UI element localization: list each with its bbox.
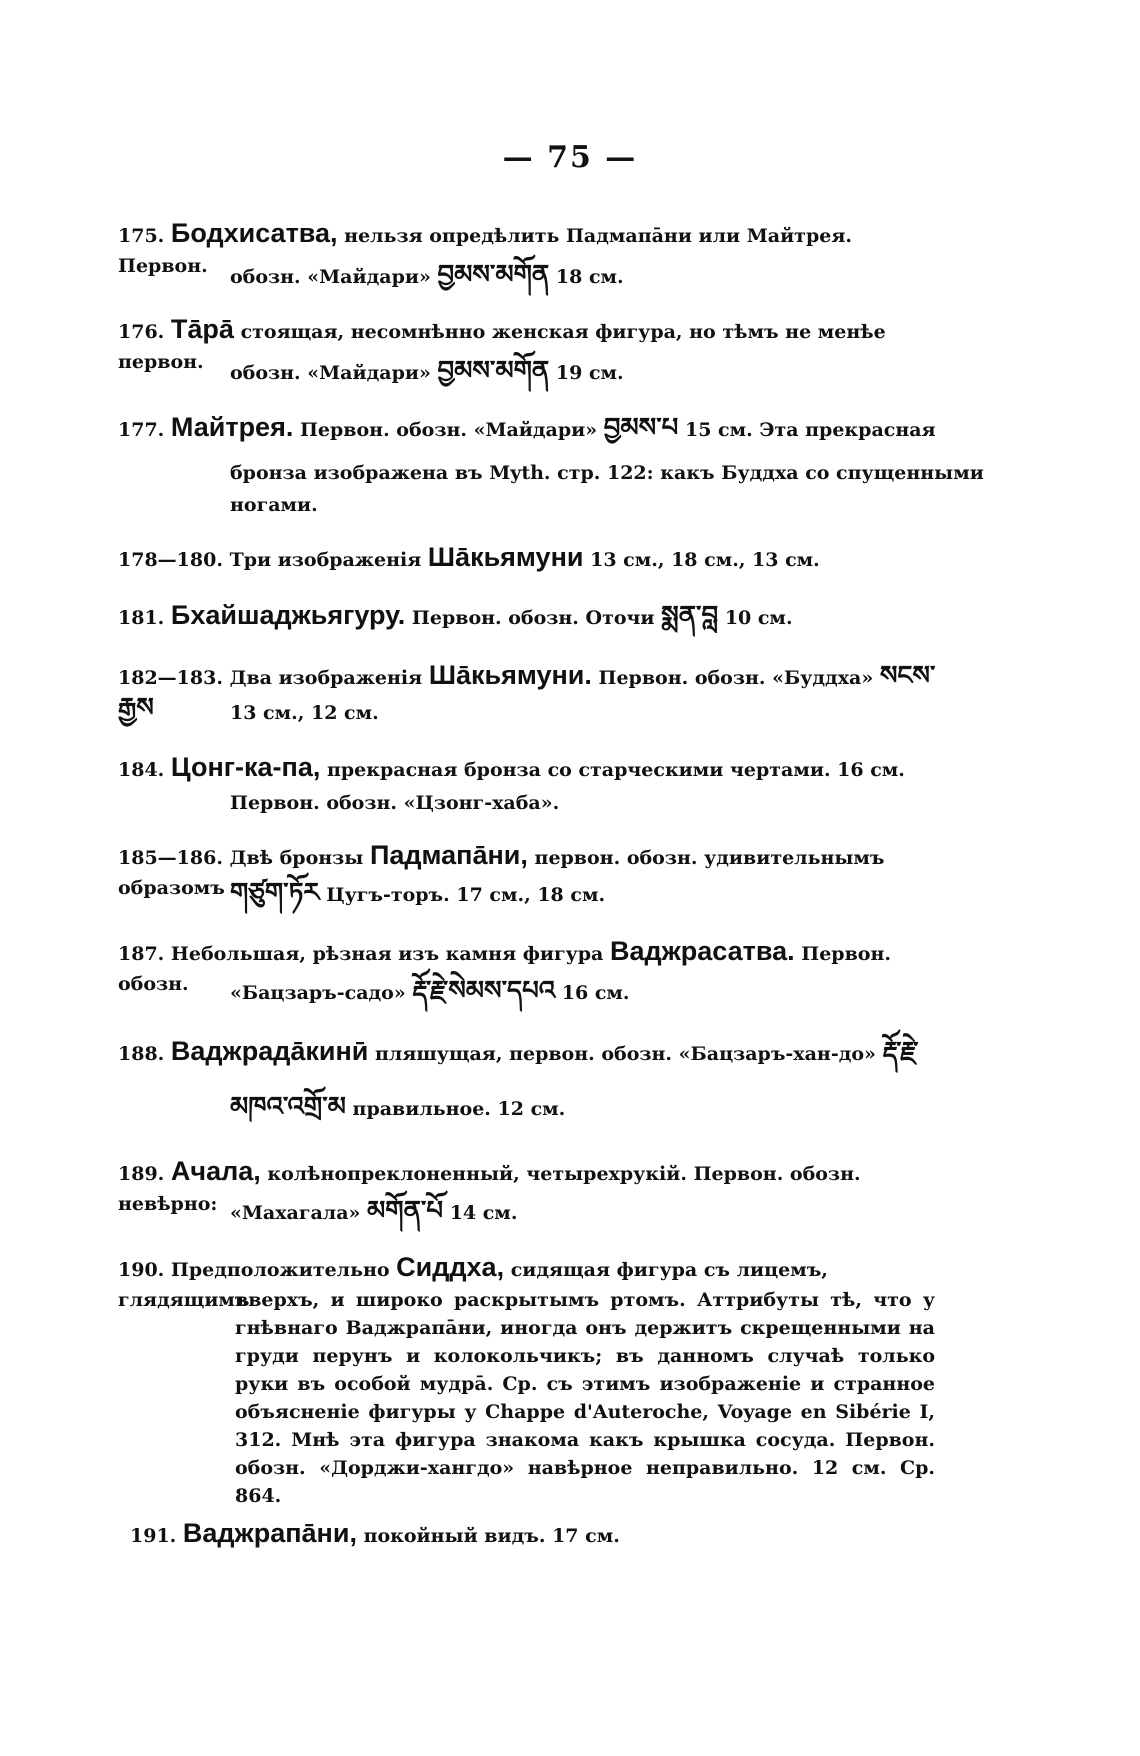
entry-size: 16 см. — [561, 982, 630, 1004]
entry-text: Первон. обозн. — [118, 943, 891, 995]
entry-191 — [130, 1518, 960, 1551]
entry-text: обозн. «Майдари» — [230, 362, 431, 384]
entry-text: правильное. 12 см. — [352, 1098, 566, 1120]
entry-number: 175. — [118, 225, 165, 247]
entry-number: 190. — [118, 1259, 165, 1281]
entry-text: нельзя опредѣлить Падмапāни или Майтрея. Первон. — [118, 225, 852, 277]
entry-title: Ваджрасатва. — [609, 936, 795, 966]
entry-188-line2 — [230, 1092, 565, 1124]
entry-title: Шāкьямуни — [427, 542, 584, 572]
entry-175-line2 — [230, 260, 624, 292]
entry-182-line2 — [230, 698, 379, 728]
entry-number: 188. — [118, 1043, 165, 1065]
entry-number: 177. — [118, 419, 165, 441]
entry-size: 19 см. — [555, 362, 624, 384]
entry-title: Бхайшаджьягуру. — [170, 600, 406, 630]
entry-text: 15 см. Эта прекрасная — [684, 419, 936, 441]
entry-text: Двѣ бронзы — [229, 847, 364, 869]
entry-text: стоящая, несомнѣнно женская фигура, но тѣмъ не менѣе первон. — [118, 321, 886, 373]
entry-title: Цонг-ка-па, — [170, 752, 321, 782]
entry-text: «Бацзаръ-садо» — [230, 982, 406, 1004]
entry-text: «Махагала» — [230, 1202, 361, 1224]
entry-text: сидящая фигура съ лицемъ, глядящимъ — [118, 1259, 828, 1311]
entry-title: Майтрея. — [170, 412, 294, 442]
entry-size: 10 см. — [724, 607, 793, 629]
entry-text: Первон. обозн. «Цзонг-хаба». — [230, 792, 560, 814]
entry-title: Ваджрапāни, — [182, 1518, 357, 1548]
entry-text: колѣнопреклоненный, четырехрукій. Первон. обозн. невѣрно: — [118, 1163, 861, 1215]
entry-text: первон. обозн. удивительнымъ образомъ — [118, 847, 885, 899]
entry-185-line2 — [230, 878, 605, 910]
entry-text: ногами. — [230, 494, 318, 516]
entry-number: 185—186. — [118, 847, 223, 869]
entry-176-line2 — [230, 356, 624, 388]
entry-title: Бодхисатва, — [170, 218, 338, 248]
entry-title: Сиддха, — [396, 1252, 505, 1282]
entry-text: Три изображенія — [229, 549, 422, 571]
entry-text: Первон. обозн. «Буддха» — [598, 667, 874, 689]
entry-text: 13 см., 12 см. — [230, 702, 379, 724]
tibetan-script: བྱམས་མགོན — [437, 260, 550, 290]
entry-184-line2 — [230, 788, 559, 818]
entry-181 — [118, 600, 948, 633]
entry-title: Шāкьямуни. — [428, 660, 592, 690]
tibetan-script: རྡོ་རྗེ་ — [882, 1037, 919, 1067]
entry-190-paragraph: вверхъ, и широко раскрытымъ ртомъ. Аттрибуты тѣ, что у гнѣвнаго Ваджрапāни, иногда онъ держитъ скрещенными на груди перунъ и колокольчикъ; въ данномъ случаѣ только руки въ особой мудрā. Ср. съ этимъ изображеніе и странное объясненіе фигуры у Chappe d'Auteroche, Voyage en Sibérie I, 312. Мнѣ эта фигура знакома какъ крышка сосуда. Первон. обозн. «Дорджи-хангдо» навѣрное неправильно. 12 см. Ср. 864. — [235, 1289, 935, 1507]
entry-number: 182—183. — [118, 667, 223, 689]
entry-184 — [118, 752, 948, 785]
tibetan-script: སངས་རྒྱས — [118, 661, 936, 723]
entry-text: бронза изображена въ Myth. стр. 122: какъ Буддха со спущенными — [230, 462, 984, 484]
entry-size: 14 см. — [449, 1202, 518, 1224]
entry-text: Цугъ-торъ. 17 см., 18 см. — [326, 884, 606, 906]
entry-title: Падмапāни, — [369, 840, 528, 870]
entry-number: 178—180. — [118, 549, 223, 571]
entry-187-line2 — [230, 976, 630, 1008]
entry-text: Предположительно — [170, 1259, 390, 1281]
entry-size: 18 см. — [555, 266, 624, 288]
entry-188 — [118, 1036, 948, 1069]
entry-number: 187. — [118, 943, 165, 965]
tibetan-script: བྱམས་པ — [603, 413, 679, 443]
entry-text: Первон. обозн. Оточи — [411, 607, 655, 629]
entry-title: Тāрā — [170, 314, 234, 344]
entry-size: 13 см., 18 см., 13 см. — [590, 549, 820, 571]
entry-177-line3 — [230, 490, 318, 520]
entry-177-line2 — [230, 458, 984, 488]
entry-number: 191. — [130, 1525, 177, 1547]
entry-text: обозн. «Майдари» — [230, 266, 431, 288]
entry-number: 189. — [118, 1163, 165, 1185]
entry-number: 181. — [118, 607, 165, 629]
entry-text: пляшущая, первон. обозн. «Бацзаръ-хан-до» — [375, 1043, 876, 1065]
entry-text: Небольшая, рѣзная изъ камня фигура — [170, 943, 604, 965]
page-number: — 75 — — [502, 140, 638, 175]
entry-text: покойный видъ. 17 см. — [363, 1525, 620, 1547]
entry-title: Ваджрадāкинӣ — [170, 1036, 369, 1066]
tibetan-script: གཙུག་ཏོར — [230, 878, 320, 908]
entry-177 — [118, 412, 948, 445]
entry-number: 184. — [118, 759, 165, 781]
tibetan-script: མགོན་པོ — [367, 1196, 444, 1226]
entry-number: 176. — [118, 321, 165, 343]
tibetan-script: བྱམས་མགོན — [437, 356, 550, 386]
entry-text: Первон. обозн. «Майдари» — [299, 419, 598, 441]
entry-title: Ачала, — [170, 1156, 261, 1186]
tibetan-script: སྨན་བླ — [661, 601, 719, 631]
entry-text: Два изображенія — [229, 667, 423, 689]
entry-189-line2 — [230, 1196, 517, 1228]
entry-text: прекрасная бронза со старческими чертами. 16 см. — [326, 759, 905, 781]
tibetan-script: རྡོ་རྗེ་སེམས་དཔའ — [412, 976, 556, 1006]
tibetan-script: མཁའ་འགྲོ་མ — [230, 1092, 346, 1122]
entry-178-180 — [118, 542, 948, 575]
